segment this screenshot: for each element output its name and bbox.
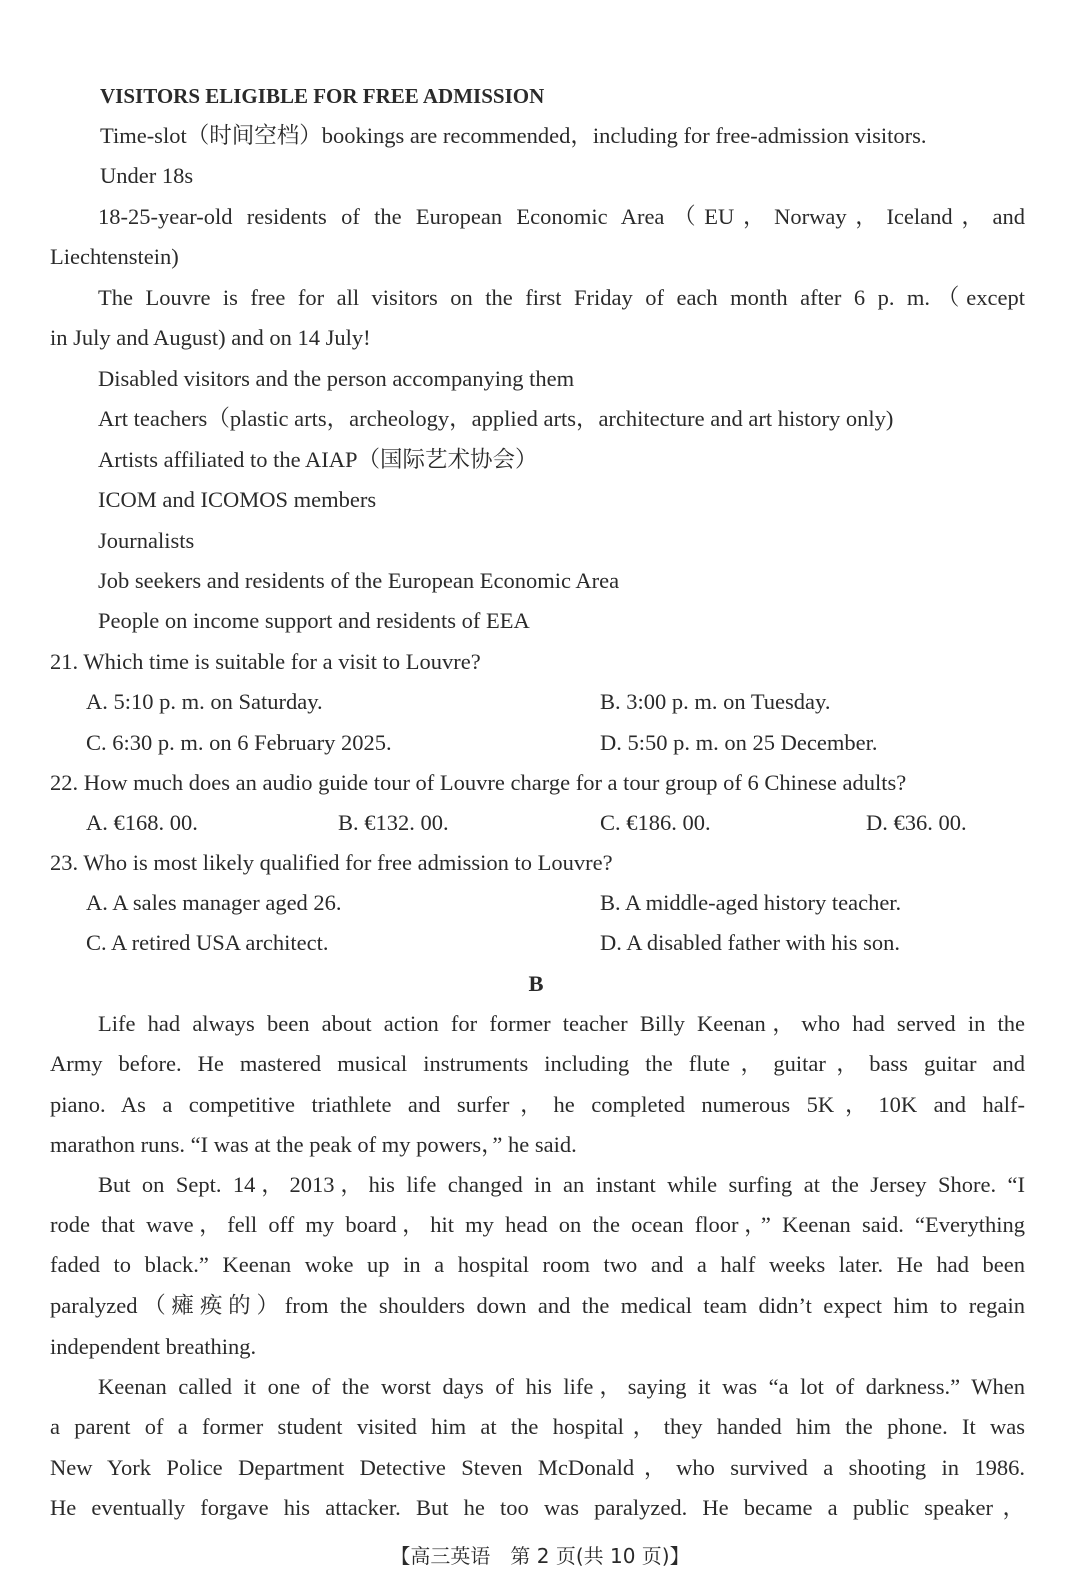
text-line: rode that wave，fell off my board，hit my head on the ocean floor，” Keenan said. “Everything [50, 1212, 1025, 1237]
option: C. €186. 00. [600, 810, 711, 835]
text-line: paralyzed（瘫痪的）from the shoulders down and the medical team didn’t expect him to regain [50, 1293, 1025, 1318]
text-line: Time-slot（时间空档）bookings are recommended，including for free-admission visitors. [100, 123, 927, 148]
option: C. 6:30 p. m. on 6 February 2025. [86, 730, 392, 755]
text-line: He eventually forgave his attacker. But he too was paralyzed. He became a public speaker， [50, 1495, 1025, 1520]
text-line: Keenan called it one of the worst days of his life，saying it was “a lot of darkness.” When [98, 1374, 1025, 1399]
text-line: Under 18s [100, 163, 194, 188]
text-line: But on Sept. 14，2013，his life changed in an instant while surfing at the Jersey Shore. “I [98, 1172, 1025, 1197]
page-footer: 【高三英语 第 2 页(共 10 页)】 [390, 1544, 690, 1568]
text-line: Job seekers and residents of the European Economic Area [98, 568, 620, 593]
text-line: Army before. He mastered musical instruments including the flute，guitar，bass guitar and [50, 1051, 1025, 1076]
text-line: marathon runs. “I was at the peak of my powers，” he said. [50, 1132, 577, 1157]
text-line: independent breathing. [50, 1334, 257, 1359]
text-line: faded to black.” Keenan woke up in a hospital room two and a half weeks later. He had been [50, 1252, 1025, 1277]
section-title: B [528, 971, 544, 996]
text-line: 18-25-year-old residents of the European Economic Area（EU，Norway，Iceland，and [98, 204, 1025, 229]
text-line: Art teachers（plastic arts，archeology，applied arts，architecture and art history only) [98, 406, 894, 431]
option: A. €168. 00. [86, 810, 198, 835]
question-stem: 22. How much does an audio guide tour of Louvre charge for a tour group of 6 Chinese adults? [50, 770, 907, 795]
option: B. 3:00 p. m. on Tuesday. [600, 689, 831, 714]
text-line: The Louvre is free for all visitors on the first Friday of each month after 6 p. m.（except [98, 285, 1025, 310]
text-line: New York Police Department Detective Steven McDonald，who survived a shooting in 1986. [50, 1455, 1025, 1480]
option: A. A sales manager aged 26. [86, 890, 342, 915]
option: D. €36. 00. [866, 810, 967, 835]
text-line: Disabled visitors and the person accompanying them [98, 366, 575, 391]
option: D. A disabled father with his son. [600, 930, 900, 955]
question-stem: 23. Who is most likely qualified for free admission to Louvre? [50, 850, 613, 875]
text-line: a parent of a former student visited him at the hospital，they handed him the phone. It was [50, 1414, 1025, 1439]
option: B. A middle-aged history teacher. [600, 890, 902, 915]
option: C. A retired USA architect. [86, 930, 329, 955]
text-line: Life had always been about action for former teacher Billy Keenan，who had served in the [98, 1011, 1025, 1036]
option: A. 5:10 p. m. on Saturday. [86, 689, 323, 714]
text-line: Journalists [98, 528, 195, 553]
text-line: People on income support and residents of EEA [98, 608, 530, 633]
text-line: in July and August) and on 14 July! [50, 325, 371, 350]
text-line: Artists affiliated to the AIAP（国际艺术协会） [98, 447, 538, 472]
option: D. 5:50 p. m. on 25 December. [600, 730, 878, 755]
option: B. €132. 00. [338, 810, 449, 835]
text-line: Liechtenstein) [50, 244, 179, 269]
section-heading: VISITORS ELIGIBLE FOR FREE ADMISSION [100, 84, 545, 108]
question-stem: 21. Which time is suitable for a visit to Louvre? [50, 649, 481, 674]
text-line: piano. As a competitive triathlete and surfer，he completed numerous 5K，10K and half- [50, 1092, 1025, 1117]
text-line: ICOM and ICOMOS members [98, 487, 377, 512]
